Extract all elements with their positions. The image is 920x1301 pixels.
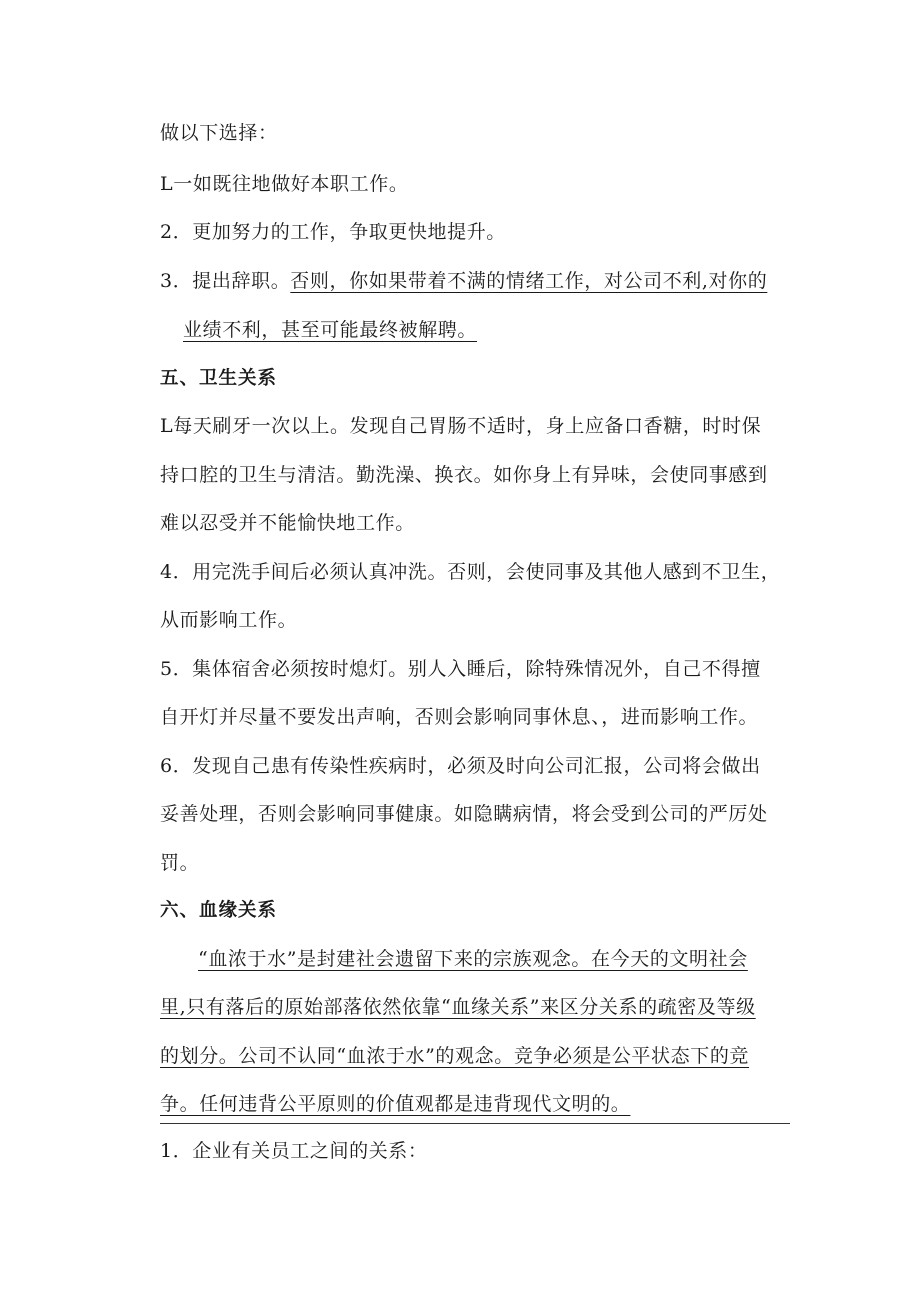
choice-3-note-cont: 业绩不利，甚至可能最终被解聘。 bbox=[183, 319, 478, 341]
section-6-title: 六、血缘关系 bbox=[160, 900, 278, 921]
choice-2: 2．更加努力的工作，争取更快地提升。 bbox=[160, 221, 506, 243]
section-5-line: 5．集体宿舍必须按时熄灯。别人入睡后，除特殊情况外，自己不得擅 bbox=[160, 658, 761, 680]
section-5-line: 4．用完洗手间后必须认真冲洗。否则，会使同事及其他人感到不卫生， bbox=[160, 561, 781, 583]
intro-line: 做以下选择： bbox=[160, 122, 278, 144]
choice-3-note: 否则，你如果带着不满的情绪工作，对公司不利,对你的 bbox=[290, 270, 768, 292]
section-5-line: 6．发现自己患有传染性疾病时，必须及时向公司汇报，公司将会做出 bbox=[160, 755, 761, 777]
section-6-para-line: 的划分。公司不认同“血浓于水”的观念。竞争必须是公平状态下的竞 bbox=[160, 1045, 750, 1067]
choice-1: L一如既往地做好本职工作。 bbox=[160, 173, 409, 195]
section-6-para-line: “血浓于水”是封建社会遗留下来的宗族观念。在今天的文明社会 bbox=[198, 948, 748, 970]
horizontal-rule bbox=[160, 1123, 790, 1124]
section-5-line: 从而影响工作。 bbox=[160, 609, 298, 631]
section-5-line: 自开灯并尽量不要发出声响，否则会影响同事休息、，进而影响工作。 bbox=[160, 706, 759, 728]
section-5-line: 持口腔的卫生与清洁。勤洗澡、换衣。如你身上有异味，会使同事感到 bbox=[160, 464, 768, 486]
section-5-title: 五、卫生关系 bbox=[160, 368, 278, 389]
last-item: 1．企业有关员工之间的关系： bbox=[160, 1140, 428, 1162]
section-6-para-line: 争。任何违背公平原则的价值观都是违背现代文明的。 bbox=[160, 1093, 631, 1115]
choice-3-label: 3．提出辞职。 bbox=[160, 270, 291, 292]
choice-3 bbox=[160, 268, 767, 294]
section-5-line: L每天刷牙一次以上。发现自己胃肠不适时，身上应备口香糖，时时保 bbox=[160, 415, 762, 437]
section-5-line: 罚。 bbox=[160, 852, 200, 874]
section-5-line: 难以忍受并不能愉快地工作。 bbox=[160, 512, 415, 534]
section-5-line: 妥善处理，否则会影响同事健康。如隐瞒病情，将会受到公司的严厉处 bbox=[160, 803, 768, 825]
section-6-para-line: 里,只有落后的原始部落依然依靠“血缘关系”来区分关系的疏密及等级 bbox=[160, 996, 756, 1018]
